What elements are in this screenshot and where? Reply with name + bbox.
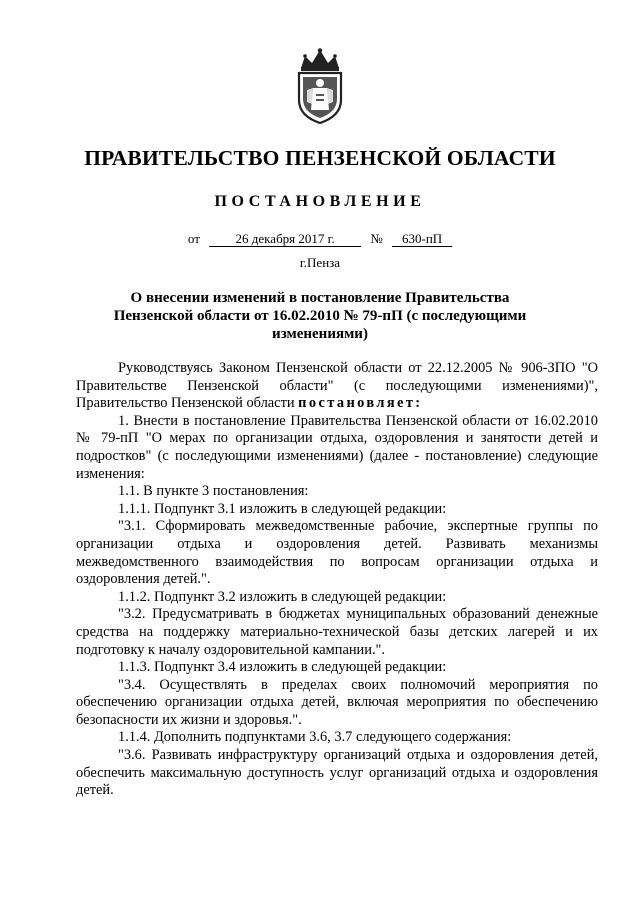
preamble-paragraph	[76, 360, 598, 413]
document-type: ПОСТАНОВЛЕНИЕ	[214, 193, 426, 210]
body-paragraph: "3.2. Предусматривать в бюджетах муниципальных образований денежные средства на поддержку материально-технической базы детских лагерей и их подготовку к началу оздоровительной кампании.".	[76, 606, 598, 658]
body-paragraph: 1.1.3. Подпункт 3.4 изложить в следующей редакции:	[118, 659, 447, 676]
date-prefix: от	[187, 231, 200, 246]
body-paragraph: 1.1.4. Дополнить подпунктами 3.6, 3.7 следующего содержания:	[118, 729, 512, 746]
preamble-text: Руководствуясь Законом Пензенской области от 22.12.2005 № 906-ЗПО "О Правительстве Пензенской области" (с последующими изменениями)", Правительство Пензенской области	[76, 360, 598, 412]
penza-coat-of-arms-icon	[295, 48, 345, 124]
document-date: 26 декабря 2017 г.	[209, 231, 361, 247]
body-paragraph: 1.1. В пункте 3 постановления:	[118, 483, 309, 500]
document-body	[76, 360, 598, 800]
date-number-line	[0, 231, 640, 247]
preamble-decree-word: постановляет:	[298, 395, 423, 412]
document-number: 630-пП	[392, 231, 452, 247]
body-paragraph: "3.1. Сформировать межведомственные рабочие, экспертные группы по организации отдыха и оздоровления детей. Развивать механизмы межведомственного взаимодействия по вопросам организации отдыха и оздоровления детей.".	[76, 518, 598, 588]
document-title: О внесении изменений в постановление Правительства Пензенской области от 16.02.2010 № 79-пП (с последующими изменениями)	[113, 290, 527, 342]
body-paragraph: 1. Внести в постановление Правительства Пензенской области от 16.02.2010 № 79-пП "О мерах по организации отдыха, оздоровления и занятости детей и подростков" (с последующими изменениями) (далее - постановление) следующие изменения:	[76, 412, 598, 482]
government-name: ПРАВИТЕЛЬСТВО ПЕНЗЕНСКОЙ ОБЛАСТИ	[84, 146, 556, 170]
body-paragraph: "3.4. Осуществлять в пределах своих полномочий мероприятия по обеспечению организации отдыха детей, включая мероприятия по обеспечению безопасности их жизни и здоровья.".	[76, 676, 598, 728]
body-paragraph: 1.1.1. Подпункт 3.1 изложить в следующей редакции:	[118, 500, 447, 517]
number-prefix: №	[370, 231, 383, 246]
body-paragraph: "3.6. Развивать инфраструктуру организаций отдыха и оздоровления детей, обеспечить максимальную доступность услуг организаций отдыха и оздоровления детей.	[76, 747, 598, 799]
body-paragraph: 1.1.2. Подпункт 3.2 изложить в следующей редакции:	[118, 588, 447, 605]
city: г.Пенза	[299, 255, 341, 270]
